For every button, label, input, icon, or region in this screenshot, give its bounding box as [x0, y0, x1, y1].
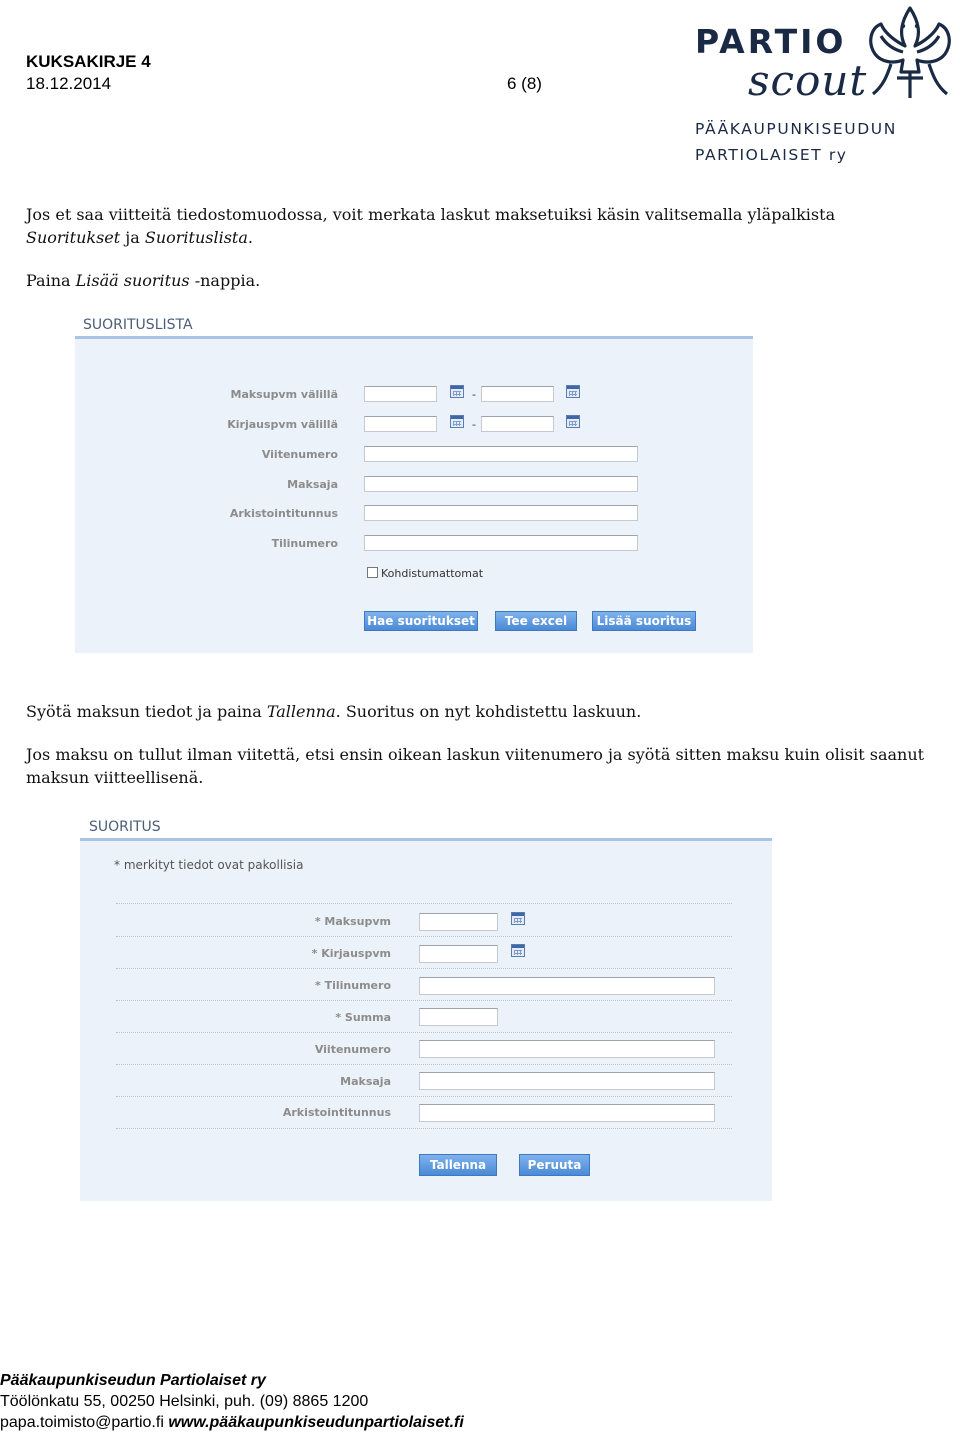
pay-viitenumero-input[interactable] [419, 1040, 715, 1058]
pay-label-maksaja: Maksaja [340, 1075, 391, 1088]
footer-organization: Pääkaupunkiseudun Partiolaiset ry [0, 1372, 266, 1389]
list-label-tilinumero: Tilinumero [271, 537, 338, 550]
list-kirjauspvm-from-input[interactable] [364, 416, 437, 432]
list-maksupvm-from-input[interactable] [364, 386, 437, 402]
save-term: Tallenna. [266, 702, 341, 721]
pay-arkistointitunnus-input[interactable] [419, 1104, 715, 1122]
pay-kirjauspvm-input[interactable] [419, 945, 498, 963]
hae-suoritukset-button[interactable]: Hae suoritukset [364, 611, 478, 631]
form-divider [116, 1032, 732, 1033]
form-divider [116, 1064, 732, 1065]
pay-summa-input[interactable] [419, 1008, 498, 1026]
list-form-title: SUORITUSLISTA [83, 317, 193, 333]
form-divider [116, 1000, 732, 1001]
footer-contact [0, 1414, 464, 1432]
payment-form-title: SUORITUS [89, 819, 161, 835]
intro-paragraph [26, 203, 926, 249]
intro-text-join: ja [120, 228, 145, 247]
intro-text: Jos et saa viitteitä tiedostomuodossa, voit merkata laskut maksetuiksi käsin valitsemalla yläpalkista [26, 205, 836, 224]
required-fields-hint: * merkityt tiedot ovat pakollisia [114, 858, 304, 872]
list-label-maksaja: Maksaja [287, 478, 338, 491]
tallenna-button[interactable]: Tallenna [419, 1154, 497, 1176]
footer-email[interactable]: papa.toimisto@partio.fi [0, 1414, 164, 1431]
pay-label-summa: * Summa [335, 1011, 391, 1024]
calendar-icon[interactable] [566, 385, 580, 398]
footer-address: Töölönkatu 55, 00250 Helsinki, puh. (09) 8865 1200 [0, 1393, 369, 1410]
instruction-text-end: -nappia. [189, 271, 261, 290]
calendar-icon[interactable] [511, 912, 525, 925]
list-label-maksupvm: Maksupvm välillä [230, 388, 338, 401]
instruction-term: Lisää suoritus [75, 271, 190, 290]
form-divider [116, 936, 732, 937]
no-reference-paragraph: Jos maksu on tullut ilman viitettä, etsi ensin oikean laskun viitenumero ja syötä sitten maksu kuin olisit saanut maksun viitteellisenä. [26, 745, 925, 787]
kohdistumattomat-label: Kohdistumattomat [381, 567, 484, 580]
pay-label-maksupvm: * Maksupvm [314, 915, 391, 928]
intro-term-suoritukset: Suoritukset [26, 228, 121, 247]
logo-line-1: PÄÄKAUPUNKISEUDUN [695, 120, 897, 138]
range-dash: - [472, 388, 476, 401]
calendar-icon[interactable] [450, 385, 464, 398]
document-title: KUKSAKIRJE 4 [26, 52, 151, 71]
pay-maksupvm-input[interactable] [419, 913, 498, 931]
fleur-de-lis-icon [861, 2, 959, 102]
list-label-kirjauspvm: Kirjauspvm välillä [227, 418, 338, 431]
document-date: 18.12.2014 [26, 74, 112, 93]
calendar-icon[interactable] [450, 415, 464, 428]
form-divider [116, 968, 732, 969]
lisaa-suoritus-button[interactable]: Lisää suoritus [592, 611, 696, 631]
pay-label-tilinumero: * Tilinumero [315, 979, 391, 992]
logo-word-partio: PARTIO [695, 22, 847, 61]
list-label-viitenumero: Viitenumero [261, 448, 338, 461]
save-text-end: Suoritus on nyt kohdistettu laskuun. [340, 702, 642, 721]
list-form-panel [75, 336, 753, 653]
list-kirjauspvm-to-input[interactable] [481, 416, 554, 432]
list-maksupvm-to-input[interactable] [481, 386, 554, 402]
calendar-icon[interactable] [566, 415, 580, 428]
range-dash: - [472, 418, 476, 431]
pay-tilinumero-input[interactable] [419, 977, 715, 995]
instruction-paragraph [26, 269, 926, 292]
footer-website[interactable]: www.pääkaupunkiseudunpartiolaiset.fi [168, 1414, 464, 1431]
instruction-text: Paina [26, 271, 76, 290]
list-viitenumero-input[interactable] [364, 446, 638, 462]
calendar-icon[interactable] [511, 944, 525, 957]
list-label-arkistointitunnus: Arkistointitunnus [229, 507, 338, 520]
list-maksaja-input[interactable] [364, 476, 638, 492]
logo-line-2: PARTIOLAISET ry [695, 146, 848, 164]
list-tilinumero-input[interactable] [364, 535, 638, 551]
intro-term-suorituslista: Suorituslista. [144, 228, 253, 247]
form-divider [116, 1096, 732, 1097]
peruuta-button[interactable]: Peruuta [519, 1154, 590, 1176]
list-arkistointitunnus-input[interactable] [364, 505, 638, 521]
pay-maksaja-input[interactable] [419, 1072, 715, 1090]
partio-scout-logo [693, 0, 960, 175]
tee-excel-button[interactable]: Tee excel [495, 611, 577, 631]
save-text: Syötä maksun tiedot ja paina [26, 702, 267, 721]
page-number: 6 (8) [507, 74, 542, 93]
pay-label-kirjauspvm: * Kirjauspvm [311, 947, 391, 960]
form-divider [116, 1128, 732, 1129]
pay-label-arkistointitunnus: Arkistointitunnus [282, 1106, 391, 1119]
kohdistumattomat-checkbox[interactable] [367, 567, 378, 578]
pay-label-viitenumero: Viitenumero [314, 1043, 391, 1056]
save-paragraph [26, 700, 926, 723]
logo-word-scout: scout [748, 56, 868, 105]
form-divider [116, 903, 732, 904]
